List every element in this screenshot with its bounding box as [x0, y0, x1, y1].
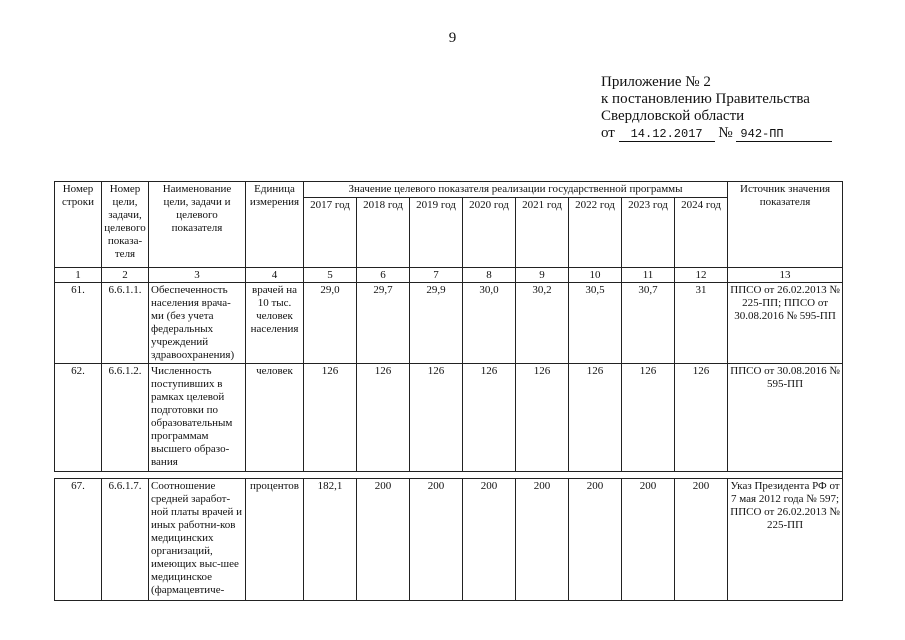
header-year: 2020 год [463, 198, 516, 268]
row-number: 62. [55, 364, 102, 472]
value-2021: 30,2 [516, 283, 569, 364]
value-2018: 29,7 [357, 283, 410, 364]
value-2024: 126 [675, 364, 728, 472]
number-label: № [718, 125, 733, 141]
indicator-name: Соотношение средней заработ-ной платы врачей и иных работни-ков медицинских организаций, имеющих выс-шее медицинское (фармацевтиче- [149, 479, 246, 601]
value-2021: 200 [516, 479, 569, 601]
indicator-source: Указ Президента РФ от 7 мая 2012 года № 597; ППСО от 26.02.2013 № 225-ПП [728, 479, 843, 601]
column-number: 10 [569, 268, 622, 283]
indicators-table [54, 181, 843, 601]
header-row-number: Номер строки [55, 182, 102, 268]
header-year: 2018 год [357, 198, 410, 268]
value-2021: 126 [516, 364, 569, 472]
value-2023: 30,7 [622, 283, 675, 364]
value-2017: 182,1 [304, 479, 357, 601]
value-2019: 126 [410, 364, 463, 472]
header-year: 2024 год [675, 198, 728, 268]
value-2018: 126 [357, 364, 410, 472]
goal-number: 6.6.1.2. [102, 364, 149, 472]
from-label: от [601, 125, 615, 141]
row-gap [55, 472, 843, 479]
value-2019: 29,9 [410, 283, 463, 364]
header-year: 2023 год [622, 198, 675, 268]
value-2023: 126 [622, 364, 675, 472]
header-name: Наименование цели, задачи и целевого показателя [149, 182, 246, 268]
header-row-top [55, 182, 843, 198]
value-2024: 200 [675, 479, 728, 601]
value-2023: 200 [622, 479, 675, 601]
header-source: Источник значения показателя [728, 182, 843, 268]
column-number: 2 [102, 268, 149, 283]
column-number-row [55, 268, 843, 283]
indicator-name: Обеспеченность населения врача-ми (без учета федеральных учреждений здравоохранения) [149, 283, 246, 364]
column-number: 4 [246, 268, 304, 283]
value-2022: 30,5 [569, 283, 622, 364]
header-goal-number: Номер цели, задачи, целевого показа-теля [102, 182, 149, 268]
indicator-unit: процентов [246, 479, 304, 601]
indicator-unit: врачей на 10 тыс. человек населения [246, 283, 304, 364]
indicator-unit: человек [246, 364, 304, 472]
appendix-title: Приложение № 2 [601, 74, 711, 90]
row-number: 61. [55, 283, 102, 364]
indicator-source: ППСО от 26.02.2013 № 225-ПП; ППСО от 30.08.2016 № 595-ПП [728, 283, 843, 364]
header-year: 2021 год [516, 198, 569, 268]
value-2020: 126 [463, 364, 516, 472]
resolution-date: 14.12.2017 [619, 127, 715, 142]
header-year: 2017 год [304, 198, 357, 268]
header-year: 2019 год [410, 198, 463, 268]
appendix-header [601, 74, 832, 142]
appendix-date-line [601, 125, 832, 142]
value-2017: 126 [304, 364, 357, 472]
column-number: 3 [149, 268, 246, 283]
table-row [55, 283, 843, 364]
header-year: 2022 год [569, 198, 622, 268]
goal-number: 6.6.1.1. [102, 283, 149, 364]
value-2018: 200 [357, 479, 410, 601]
value-2020: 30,0 [463, 283, 516, 364]
column-number: 7 [410, 268, 463, 283]
column-number: 1 [55, 268, 102, 283]
column-number: 5 [304, 268, 357, 283]
value-2024: 31 [675, 283, 728, 364]
column-number: 8 [463, 268, 516, 283]
page-number: 9 [448, 30, 457, 46]
value-2022: 200 [569, 479, 622, 601]
goal-number: 6.6.1.7. [102, 479, 149, 601]
value-2022: 126 [569, 364, 622, 472]
indicator-source: ППСО от 30.08.2016 № 595-ПП [728, 364, 843, 472]
header-values-group: Значение целевого показателя реализации государственной программы [304, 182, 728, 198]
indicator-name: Численность поступивших в рамках целевой подготовки по образовательным программам высшего образо-вания [149, 364, 246, 472]
value-2017: 29,0 [304, 283, 357, 364]
column-number: 11 [622, 268, 675, 283]
row-number: 67. [55, 479, 102, 601]
resolution-number: 942-ПП [736, 127, 832, 142]
column-number: 13 [728, 268, 843, 283]
value-2019: 200 [410, 479, 463, 601]
column-number: 12 [675, 268, 728, 283]
appendix-region: Свердловской области [601, 108, 745, 124]
column-number: 6 [357, 268, 410, 283]
table-row [55, 364, 843, 472]
row-gap-cell [55, 472, 843, 479]
header-unit: Единица измерения [246, 182, 304, 268]
column-number: 9 [516, 268, 569, 283]
appendix-resolution: к постановлению Правительства [601, 91, 810, 107]
table-row [55, 479, 843, 601]
value-2020: 200 [463, 479, 516, 601]
